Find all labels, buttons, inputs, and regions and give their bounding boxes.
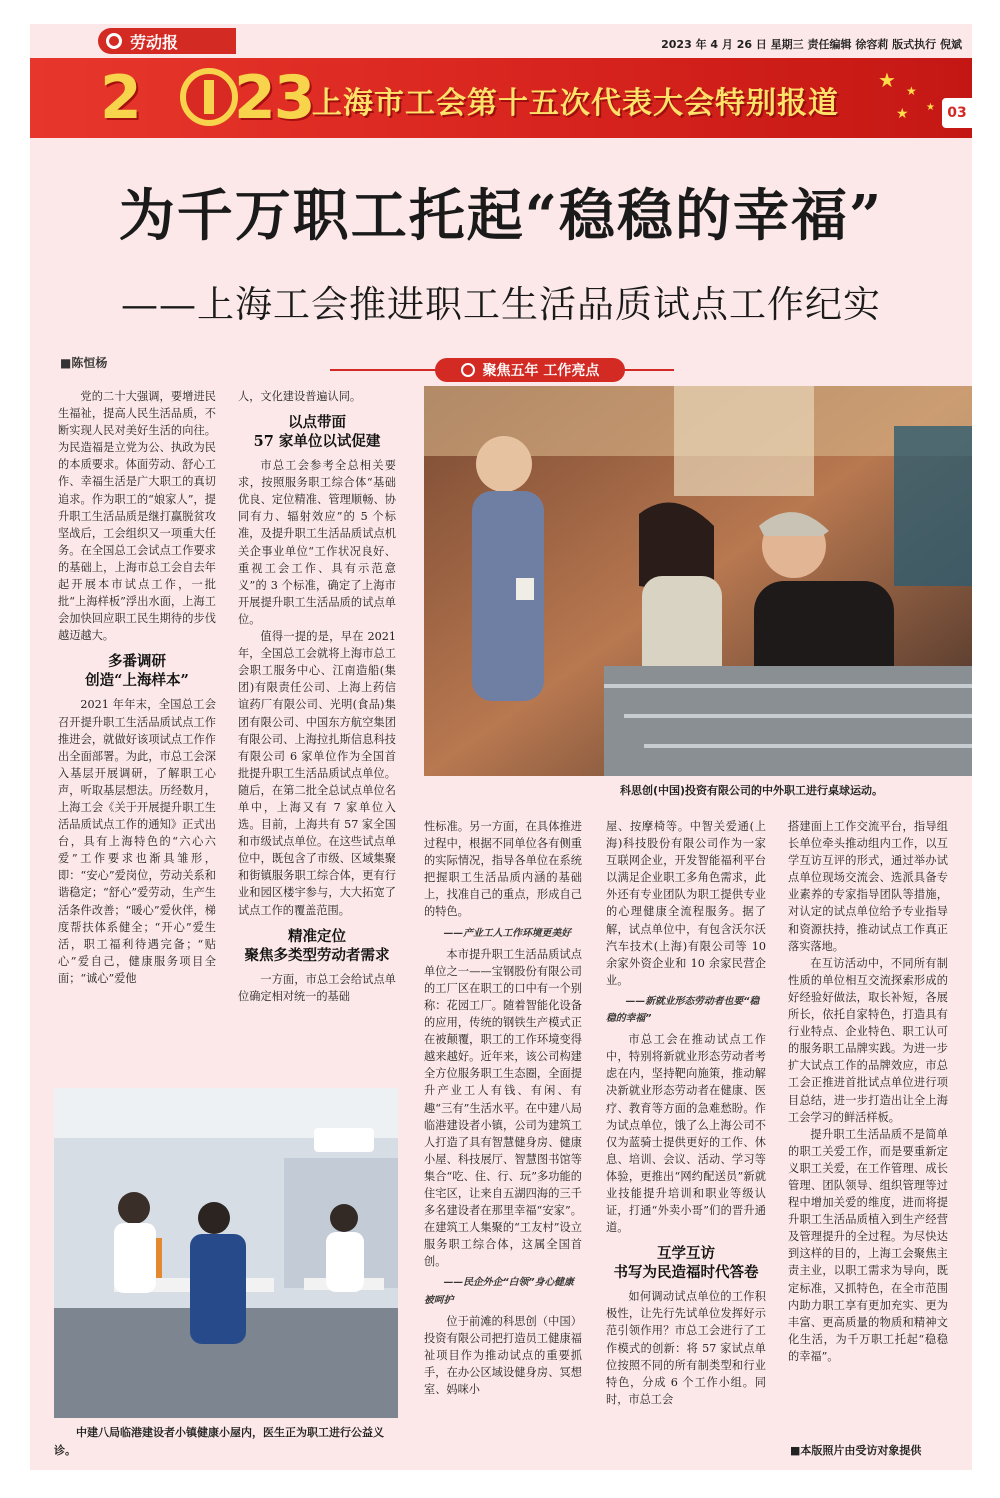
paragraph: 值得一提的是，早在 2021 年，全国总工会就将上海市总工会职工服务中心、江南造船(集团)有限责任公司、上海上药信谊药厂有限公司、光明(食品)集团有限公司、中国东方航空集团有限公司、上海拉扎斯信息科技有限公司 6 家单位作为全国首批提升职工生活品质试点单位。随后，在第二批全总试点单位名单中，上海又有 7 家单位入选。目前，上海共有 57 家全国和市级试点单位。在这些试点单位中，既包含了市级、区域集聚和街镇服务职工综合体，更有行业和园区楼宇参与，大大拓宽了试点工作的覆盖范围。 (238, 630, 396, 917)
star-icon: ★ (896, 106, 909, 122)
paragraph: 位于前滩的科思创（中国）投资有限公司把打造员工健康福祉项目作为推动试点的重要抓手，在办公区域设健身房、冥想室、妈咪小 (424, 1314, 582, 1396)
column-5 (788, 818, 948, 1365)
special-report-banner (30, 58, 972, 138)
star-icon: ★ (878, 68, 896, 92)
section-heading: 以点带面 57 家单位以试促建 (253, 414, 381, 451)
clinic-photo (54, 1088, 398, 1418)
paragraph: 提升职工生活品质不是简单的职工关爱工作，而是要重新定义职工关爱，在工作管理、成长管理、团队领导、组织管理等过程中增加关爱的维度，进而将提升职工生活品质植入到生产经营及管理提升的全过程。为尽快达到这样的目的，上海工会聚焦主责主业，以职工需求为导向，既定标准，又抓特色，在全市范围内助力职工享有更加充实、更为丰富、更高质量的物质和精神文化生活，为千万职工托起“稳稳的幸福”。 (788, 1127, 948, 1363)
column-4 (606, 818, 766, 1408)
top-line (30, 24, 972, 58)
subsection-label: ——民企外企“白领”身心健康被呵护 (424, 1277, 574, 1306)
paragraph: 市总工会参考全总相关要求，按照服务职工综合体“基础优良、定位精准、管理顺畅、协同有力、辐射效应”的 5 个标准，及提升职工生活品质试点机关企事业单位“工作状况良好、重视工会工作、具有示范意义”的 3 个标准，确定了上海市开展提升职工生活品质的试点单位。 (238, 459, 396, 626)
column-1 (58, 388, 216, 987)
logo-icon (106, 33, 122, 49)
page-number: 03 (942, 98, 972, 128)
paragraph: 如何调动试点单位的工作积极性，让先行先试单位发挥好示范引领作用？市总工会进行了工作模式的创新：将 57 家试点单位按照不同的所有制类型和行业特色，分成 6 个工作小组。同时，市总工会 (606, 1290, 766, 1406)
byline: ■陈恒杨 (60, 356, 108, 370)
clinic-photo-drawing (54, 1088, 398, 1418)
paragraph: 性标准。另一方面，在具体推进过程中，根据不同单位各有侧重的实际情况，指导各单位在系统把握职工生活品质内涵的基础上，找准自己的重点，形成自己的特色。 (424, 820, 582, 919)
paragraph: 2021 年年末，全国总工会召开提升职工生活品质试点工作推进会，就做好该项试点工作作出全面部署。为此，市总工会深入基层开展调研，了解职工心声，听取基层想法。历经数月，上海工会《关于开展提升职工生活品质试点工作的通知》正式出台，具有上海特色的“六心六爱”工作要求也渐具雏形，即：“安心”爱岗位，劳动关系和谐稳定；“舒心”爱劳动，生产生活条件改善；“暖心”爱伙伴，梯度帮扶体系健全；“开心”爱生活，职工福利待遇完备；“贴心”爱自己，健康服务项目全面；“诚心”爱他 (58, 698, 216, 985)
paragraph: 搭建面上工作交流平台，指导组长单位牵头推动组内工作，以互学互访互评的形式，通过举办试点单位现场交流会、选派具备专业素养的专家指导团队等措施，对认定的试点单位给予专业指导和资源扶持，推动试点工作真正落实落地。 (788, 820, 948, 953)
star-icon: ★ (906, 84, 917, 98)
subsection-label: ——新就业形态劳动者也要“稳稳的幸福” (606, 995, 760, 1025)
medicine-box-sign: 药 箱 (134, 1243, 156, 1253)
column-3 (424, 818, 582, 1398)
banner-title: 上海市工会第十五次代表大会特别报道 (312, 86, 839, 121)
dateline: 2023 年 4 月 26 日 星期三 责任编辑 徐容莉 版式执行 倪斌 (661, 38, 962, 51)
newspaper-page (30, 24, 972, 1470)
subheadline: ——上海工会推进职工生活品质试点工作纪实 (121, 283, 881, 326)
photo-caption: 科思创(中国)投资有限公司的中外职工进行桌球运动。 (620, 784, 884, 797)
newspaper-logo (98, 28, 236, 54)
paragraph: 党的二十大强调，要增进民生福祉，提高人民生活品质，不断实现人民对美好生活的向往。为民造福是立党为公、执政为民的本质要求。体面劳动、舒心工作、幸福生活是广大职工的真切追求。作为职工的“娘家人”，提升职工生活品质是继打赢脱贫攻坚战后，工会组织又一项重大任务。在全国总工会试点工作要求的基础上，上海市总工会自去年起开展本市试点工作，一批批“上海样板”浮出水面，上海工会加快回应职工民生期待的步伐越迈越大。 (58, 390, 216, 643)
paragraph: 在互访活动中，不同所有制性质的单位相互交流探索形成的好经验好做法，取长补短，各展所长，依托自家特色，打造具有行业特点、企业特色、职工认可的服务职工品牌实践。为进一步扩大试点工作的品牌效应，市总工会正推进首批试点单位进行项目总结，进一步打造出让全上海工会学习的鲜活样板。 (788, 956, 948, 1124)
focus-section-label (435, 358, 625, 382)
paragraph: 市总工会在推动试点工作中，特别将新就业形态劳动者考虑在内，坚持靶向施策，推动解决新就业形态劳动者在健康、医疗、教育等方面的急难愁盼。作为试点单位，饿了么上海公司不仅为蓝骑士提供更好的工作、休息、培训、会议、活动、学习等体验，更推出“网约配送员”新就业技能提升培训和职业等级认证，打通“外卖小哥”们的晋升通道。 (606, 1033, 766, 1235)
emblem-icon (461, 363, 475, 377)
section-heading: 多番调研 创造“上海样本” (85, 653, 189, 690)
photo-credit: ■本版照片由受访对象提供 (790, 1444, 922, 1457)
logo-text: 劳动报 (130, 32, 179, 52)
subsection-label: ——产业工人工作环境更美好 (443, 927, 571, 939)
banner-year-right: 23 (234, 63, 314, 133)
foosball-photo (424, 386, 972, 776)
focus-label-text: 聚焦五年 工作亮点 (482, 363, 600, 379)
section-heading: 互学互访 书写为民造福时代答卷 (613, 1245, 759, 1282)
section-heading: 精准定位 聚焦多类型劳动者需求 (244, 927, 390, 964)
photo-caption: 中建八局临港建设者小镇健康小屋内，医生正为职工进行公益义诊。 (54, 1426, 384, 1457)
star-icon: ★ (926, 102, 935, 113)
paragraph: 屋、按摩椅等。中智关爱通(上海)科技股份有限公司作为一家互联网企业，开发智能福利平台以满足企业职工多角色需求，此外还有专业团队为职工提供专业的心理健康全流程服务。据了解，试点单位中，有包含沃尔沃汽车技术(上海)有限公司等 10 余家外资企业和 10 余家民营企业。 (606, 820, 766, 987)
union-emblem-icon (180, 68, 238, 126)
column-2 (238, 388, 396, 1005)
paragraph: 本市提升职工生活品质试点单位之一——宝钢股份有限公司的工厂区在职工的口中有一个别称：花园工厂。随着智能化设备的应用，传统的钢铁生产模式正在被颠覆，职工的工作环境变得越来越好。近年来，该公司构建全方位服务职工生态圈，全面提升产业工人有钱、有闲、有趣“三有”生活水平。在中建八局临港建设者小镇，公司为建筑工人打造了具有智慧健身房、健康小屋、科技展厅、智慧图书馆等集合“吃、住、行、玩”多功能的住宅区，让来自五湖四海的三千多名建设者在那里幸福“安家”。在建筑工人集聚的“工友村”设立服务职工综合体，这属全国首创。 (424, 947, 582, 1269)
headline: 为千万职工托起“稳稳的幸福” (118, 183, 884, 249)
banner-year-left: 2 (100, 63, 140, 133)
foosball-photo-drawing (424, 386, 972, 776)
paragraph: 一方面，市总工会给试点单位确定相对统一的基础 (238, 972, 396, 1003)
paragraph: 人，文化建设普遍认同。 (238, 390, 362, 403)
